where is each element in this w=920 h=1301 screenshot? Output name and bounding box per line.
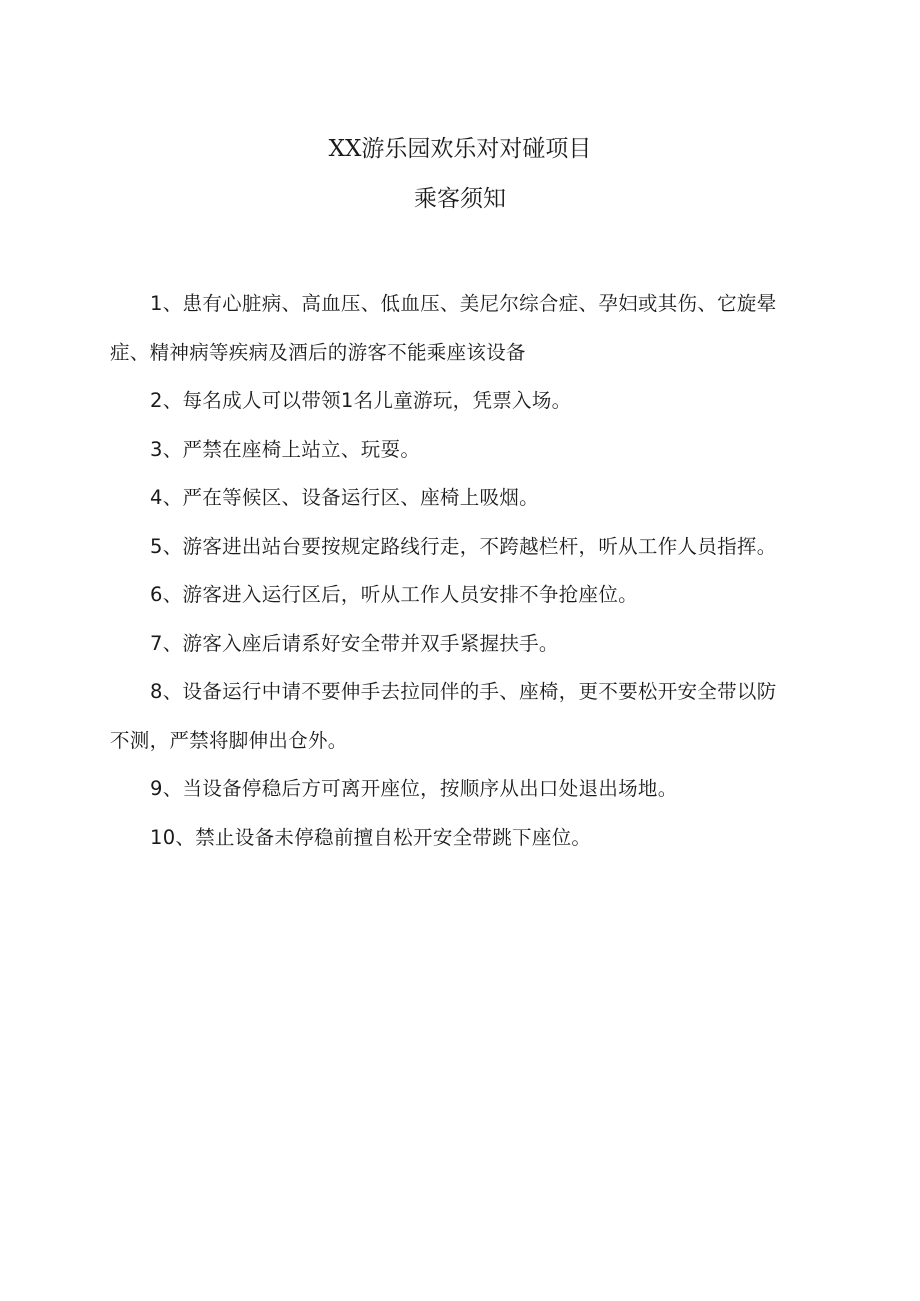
rule-separator: 、 [162,437,183,461]
rule-item [110,814,795,863]
page-subtitle: 乘客须知 [414,186,506,212]
rule-separator: 、 [162,292,183,315]
rule-text: 严禁在座椅上站立、玩耍。 [182,437,421,461]
rule-item [110,474,795,523]
rule-item [110,377,795,426]
rule-number: 7 [150,631,163,655]
rule-number: 2 [150,389,163,412]
rule-number: 8 [150,680,163,703]
rule-item [110,426,795,475]
rule-item [110,668,795,765]
rule-separator: 、 [162,631,183,655]
rule-separator: 、 [162,680,183,703]
rule-text: 游客入座后请系好安全带并双手紧握扶手。 [182,631,559,655]
rule-separator: 、 [162,777,183,800]
rule-number: 9 [150,777,163,800]
rule-number: 5 [150,534,163,558]
rule-text: 当设备停稳后方可离开座位，按顺序从出口处退出场地。 [182,777,678,800]
rule-item [110,523,795,572]
page-title: XX游乐园欢乐对对碰项目 [328,136,592,162]
rule-item [110,620,795,669]
rule-text: 每名成人可以带领1名儿童游玩，凭票入场。 [182,389,572,412]
rules-list [110,280,795,862]
rule-number: 6 [150,583,163,606]
rule-number: 1 [150,292,163,315]
rule-item [110,571,795,620]
rule-separator: 、 [162,486,183,509]
rule-separator: 、 [162,534,183,558]
rule-text: 游客进出站台要按规定路线行走，不跨越栏杆，听从工作人员指挥。 [182,534,777,558]
rule-number: 4 [150,486,163,509]
rule-number: 10 [150,825,176,849]
rule-item [110,280,795,377]
rule-separator: 、 [175,825,196,849]
rule-separator: 、 [162,583,183,606]
rule-text: 严在等候区、设备运行区、座椅上吸烟。 [182,486,539,509]
rule-number: 3 [150,437,163,461]
rule-text: 患有心脏病、高血压、低血压、美尼尔综合症、孕妇或其伤、它旋晕症、精神病等疾病及酒后的游客不能乘座该设备 [110,292,777,364]
rule-item [110,765,795,814]
rule-text: 游客进入运行区后，听从工作人员安排不争抢座位。 [182,583,638,606]
rule-text: 设备运行中请不要伸手去拉同伴的手、座椅，更不要松开安全带以防不测，严禁将脚伸出仓外。 [110,680,777,752]
rule-text: 禁止设备未停稳前擅自松开安全带跳下座位。 [195,825,592,849]
rule-separator: 、 [162,389,183,412]
